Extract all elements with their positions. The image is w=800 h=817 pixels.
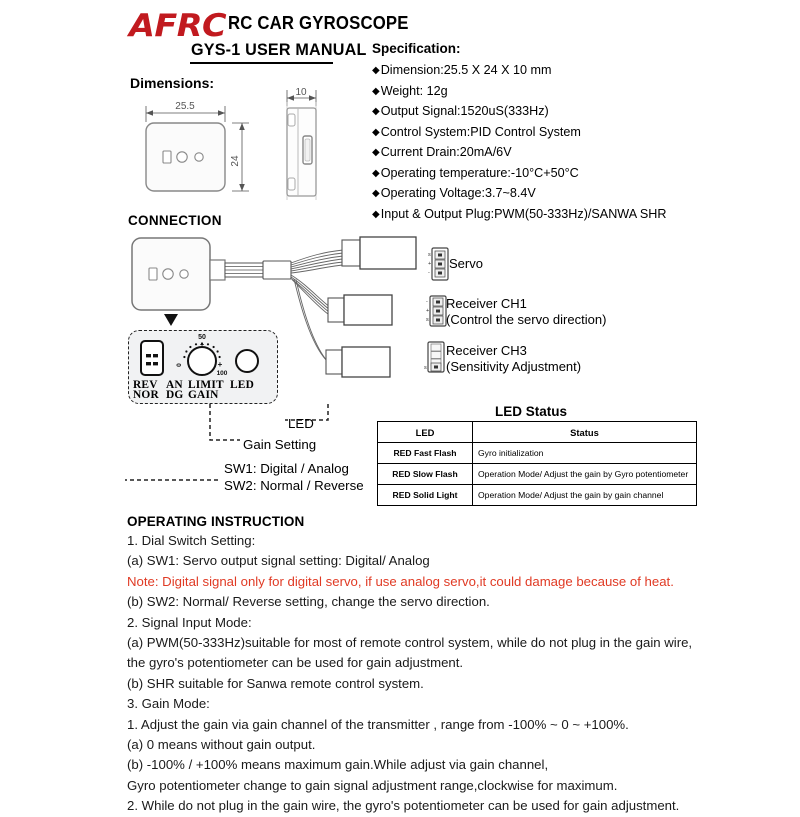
- table-cell: RED Solid Light: [378, 485, 473, 506]
- table-cell: RED Fast Flash: [378, 443, 473, 464]
- diamond-bullet-icon: ◆: [372, 106, 380, 117]
- svg-text:s: s: [424, 365, 427, 371]
- diamond-bullet-icon: ◆: [372, 188, 380, 199]
- dimension-height-label: 24: [230, 155, 241, 167]
- table-cell: Operation Mode/ Adjust the gain by Gyro potentiometer: [473, 464, 697, 485]
- label-gain: GAIN: [188, 389, 219, 401]
- table-cell: Gyro initialization: [473, 443, 697, 464]
- specification-item-text: Dimension:25.5 X 24 X 10 mm: [380, 63, 552, 77]
- dimensions-heading: Dimensions:: [130, 75, 215, 91]
- instruction-line: (a) SW1: Servo output signal setting: Digital/ Analog: [127, 553, 430, 569]
- specification-block: [372, 41, 702, 225]
- svg-text:+: +: [428, 261, 432, 267]
- table-row: [378, 485, 697, 506]
- table-body: [378, 443, 697, 506]
- svg-text:s: s: [426, 317, 429, 323]
- dimensions-side-drawing: [270, 88, 350, 208]
- connector-label-ch3: [446, 343, 581, 374]
- specification-item: [372, 164, 702, 185]
- specification-item: [372, 205, 702, 226]
- connector-sub-ch3: (Sensitivity Adjustment): [446, 358, 582, 374]
- diamond-bullet-icon: ◆: [372, 147, 380, 158]
- operating-instruction-heading: OPERATING INSTRUCTION: [127, 514, 305, 529]
- instruction-line: (b) SW2: Normal/ Reverse setting, change the servo direction.: [127, 594, 490, 610]
- diamond-bullet-icon: ◆: [372, 65, 380, 76]
- instruction-line: Gyro potentiometer change to gain signal adjustment range,clockwise for maximum.: [127, 777, 618, 793]
- page-title: RC CAR GYROSCOPE: [228, 13, 409, 33]
- instruction-line: (a) PWM(50-333Hz)suitable for most of remote control system, while do not plug in the gain wire,: [127, 635, 693, 651]
- instruction-line: (a) 0 means without gain output.: [127, 737, 316, 753]
- connector-name-ch1: Receiver CH1: [446, 296, 527, 311]
- specification-heading: Specification:: [372, 41, 461, 56]
- svg-text:-: -: [428, 270, 430, 276]
- instruction-line: (b) SHR suitable for Sanwa remote control system.: [127, 675, 424, 691]
- diamond-bullet-icon: ◆: [372, 167, 380, 179]
- connector-label-servo: [449, 256, 483, 272]
- table-row: [378, 443, 697, 464]
- table-cell: RED Slow Flash: [378, 464, 473, 485]
- connector-name-servo: Servo: [449, 256, 483, 271]
- instruction-line: 1. Dial Switch Setting:: [127, 533, 256, 548]
- callout-sw2-text: SW2: Normal / Reverse: [224, 478, 364, 493]
- title-underline: [190, 62, 333, 64]
- specification-item-text: Output Signal:1520uS(333Hz): [380, 104, 549, 118]
- specification-item: [372, 143, 702, 164]
- svg-text:-: -: [426, 299, 428, 305]
- table-header-cell: LED: [378, 422, 473, 443]
- operating-instruction-body: [127, 531, 702, 817]
- label-dg: DG: [166, 389, 184, 401]
- specification-item-text: Control System:PID Control System: [380, 124, 581, 139]
- specification-item: [372, 123, 702, 144]
- dimension-width-label: 25.5: [175, 101, 195, 112]
- table-header-row: [378, 422, 697, 443]
- callout-gain-text: Gain Setting: [243, 437, 317, 452]
- label-nor: NOR: [133, 389, 159, 401]
- label-rev: REV: [133, 379, 158, 391]
- specification-list: [372, 61, 702, 225]
- afrc-logo: AFRC: [129, 8, 226, 44]
- callout-led-text: LED: [288, 416, 314, 431]
- ch3-pin-connector: [420, 340, 446, 374]
- connector-label-ch1: [446, 296, 606, 327]
- svg-text:s: s: [428, 252, 431, 258]
- table-cell: Operation Mode/ Adjust the gain by gain channel: [473, 485, 697, 506]
- callout-sw1-text: SW1: Digital / Analog: [224, 461, 349, 476]
- connection-heading: CONNECTION: [128, 213, 222, 228]
- table-header-cell: Status: [473, 422, 697, 443]
- specification-item: [372, 102, 702, 123]
- specification-item: [372, 82, 702, 103]
- instruction-line: 1. Adjust the gain via gain channel of the transmitter , range from -100% ~ 0 ~ +100%.: [127, 716, 629, 732]
- connector-name-ch3: Receiver CH3: [446, 343, 527, 358]
- page-subtitle: GYS-1 USER MANUAL: [191, 40, 367, 59]
- table-row: [378, 464, 697, 485]
- dial-mid-label: 50: [198, 334, 206, 341]
- instruction-line: 2. Signal Input Mode:: [127, 614, 252, 630]
- label-an: AN: [166, 379, 183, 391]
- led-status-table: [377, 421, 697, 506]
- specification-item: [372, 61, 702, 82]
- specification-item-text: Input & Output Plug:PWM(50-333Hz)/SANWA SHR: [380, 206, 667, 221]
- dial-min-label: 0: [176, 363, 183, 367]
- dial-plus-bottom: +: [217, 360, 223, 369]
- diamond-bullet-icon: ◆: [372, 126, 380, 138]
- specification-item-text: Weight: 12g: [380, 83, 448, 98]
- specification-item-text: Current Drain:20mA/6V: [380, 145, 512, 159]
- svg-text:+: +: [426, 308, 430, 314]
- diamond-bullet-icon: ◆: [372, 208, 380, 220]
- instruction-line: (b) -100% / +100% means maximum gain.While adjust via gain channel,: [127, 757, 549, 773]
- label-led: LED: [230, 379, 255, 391]
- instruction-line: 3. Gain Mode:: [127, 696, 210, 712]
- dial-plus-top: +: [199, 342, 205, 349]
- specification-item: [372, 184, 702, 205]
- instruction-line: 2. While do not plug in the gain wire, the gyro's potentiometer can be used for gain adjustment.: [127, 798, 680, 814]
- connector-sub-ch1: (Control the servo direction): [446, 311, 607, 327]
- diamond-bullet-icon: ◆: [372, 85, 380, 97]
- dial-max-label: 100: [216, 370, 228, 377]
- specification-item-text: Operating temperature:-10°C+50°C: [380, 165, 579, 180]
- label-limit: LIMIT: [188, 379, 224, 391]
- dimension-depth-label: 10: [295, 88, 307, 98]
- led-status-title: LED Status: [495, 404, 568, 419]
- instruction-note-line: Note: Digital signal only for digital servo, if use analog servo,it could damage because of heat.: [127, 573, 674, 589]
- servo-pin-connector: [424, 246, 450, 282]
- ch1-pin-connector: [422, 294, 448, 328]
- instruction-line: the gyro's potentiometer can be used for gain adjustment.: [127, 655, 464, 671]
- specification-item-text: Operating Voltage:3.7~8.4V: [380, 186, 536, 200]
